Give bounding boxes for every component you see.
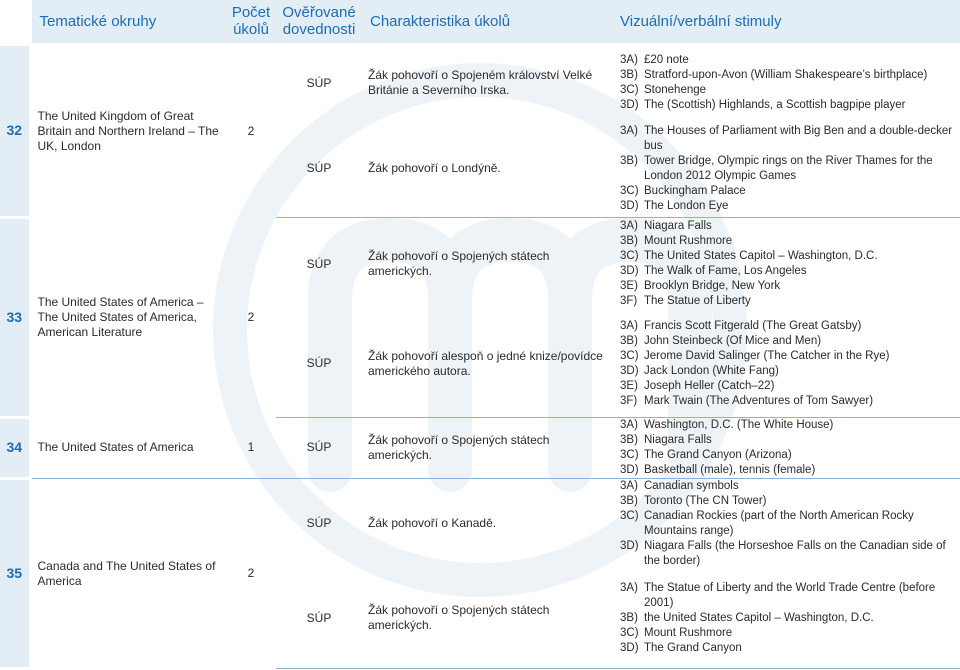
stimulus-label: 3A) [620, 418, 638, 431]
stimulus-label: 3C) [620, 626, 639, 639]
stimulus-text: Stonehenge [644, 84, 707, 97]
stimulus-text: The (Scottish) Highlands, a Scottish bagpipe player [644, 99, 906, 112]
stimulus-label: 3B) [620, 235, 638, 248]
stimulus-text: the United States Capitol – Washington, D.C. [644, 611, 874, 624]
stimulus-text: Toronto (The CN Tower) [644, 494, 767, 507]
topic-cell: Canada and The United States of America [37, 558, 216, 588]
stimulus-label: 3D) [620, 99, 639, 112]
stimulus-label: 3C) [620, 84, 639, 97]
topic-cell: The United States of America – The United States of America, American Literature [37, 294, 204, 339]
stimulus-label: 3E) [620, 280, 638, 293]
list-item [620, 98, 954, 113]
task-description-cell: Žák pohovoří o Spojených státech amerických. [362, 417, 612, 478]
stimulus-label: 3A) [620, 581, 638, 594]
list-item [620, 53, 954, 68]
task-description-cell: Žák pohovoří o Spojených státech amerických. [362, 569, 612, 669]
stimulus-text: Niagara Falls (the Horseshoe Falls on the Canadian side of the border) [644, 539, 946, 567]
stimuli-list [620, 53, 954, 113]
skill-cell: SÚP [276, 417, 362, 478]
list-item [620, 279, 954, 294]
task-count-cell: 2 [247, 309, 255, 324]
stimulus-label: 3B) [620, 334, 638, 347]
stimulus-label: 3C) [620, 448, 639, 461]
stimulus-label: 3B) [620, 154, 638, 167]
row-number: 35 [0, 478, 30, 669]
stimulus-text: John Steinbeck (Of Mice and Men) [644, 334, 822, 347]
stimuli-list [620, 219, 954, 309]
list-item [620, 394, 954, 409]
task-description-cell: Žák pohovoří alespoň o jedné knize/povídce amerického autora. [362, 311, 612, 417]
stimulus-label: 3F) [620, 295, 638, 308]
list-item [620, 234, 954, 249]
list-item [620, 626, 954, 641]
stimulus-label: 3D) [620, 463, 639, 476]
stimuli-cell [612, 44, 960, 121]
stimulus-text: Jerome David Salinger (The Catcher in the Rye) [644, 349, 890, 362]
stimulus-label: 3D) [620, 265, 639, 278]
stimulus-label: 3C) [620, 184, 639, 197]
list-item [620, 611, 954, 626]
stimulus-label: 3C) [620, 349, 639, 362]
task-count-cell: 2 [247, 566, 255, 580]
list-item [620, 509, 954, 539]
skill-cell: SÚP [306, 256, 332, 271]
stimulus-label: 3A) [620, 54, 638, 67]
skill-cell: SÚP [276, 311, 362, 417]
stimulus-text: Tower Bridge, Olympic rings on the River Thames for the London 2012 Olympic Games [644, 154, 933, 182]
list-item [620, 124, 954, 154]
stimulus-text: Mount Rushmore [644, 235, 733, 248]
topic-cell: The United Kingdom of Great Britain and Northern Ireland – The UK, London [37, 108, 219, 153]
task-count-cell: 1 [226, 417, 276, 478]
list-item [620, 479, 954, 494]
stimulus-text: Buckingham Palace [644, 184, 746, 197]
list-item [620, 249, 954, 264]
stimuli-cell [612, 311, 960, 417]
stimulus-label: 3D) [620, 539, 639, 552]
list-item [620, 68, 954, 83]
stimuli-list [620, 581, 954, 656]
table-row [0, 44, 960, 121]
stimulus-label: 3F) [620, 394, 638, 407]
stimulus-text: Jack London (White Fang) [644, 364, 779, 377]
skill-cell: SÚP [306, 516, 332, 530]
stimulus-text: The Statue of Liberty and the World Trade Centre (before 2001) [644, 581, 936, 609]
stimuli-cell [612, 478, 960, 569]
stimulus-label: 3C) [620, 250, 639, 263]
stimuli-cell [612, 121, 960, 217]
list-item [620, 264, 954, 279]
stimulus-text: The Walk of Fame, Los Angeles [644, 265, 807, 278]
list-item [620, 334, 954, 349]
stimulus-label: 3A) [620, 220, 638, 233]
list-item [620, 379, 954, 394]
list-item [620, 199, 954, 214]
stimuli-cell [612, 569, 960, 669]
header-topic: Tematické okruhy [30, 0, 226, 44]
stimuli-cell [612, 417, 960, 478]
stimuli-cell [612, 217, 960, 311]
header-stimuli: Vizuální/verbální stimuly [612, 0, 960, 44]
table-header-row [0, 0, 960, 44]
stimulus-label: 3A) [620, 124, 638, 137]
stimulus-text: Brooklyn Bridge, New York [644, 280, 781, 293]
list-item [620, 539, 954, 569]
stimulus-text: The Houses of Parliament with Big Ben and a double-decker bus [644, 124, 953, 152]
list-item [620, 581, 954, 611]
stimulus-label: 3E) [620, 379, 638, 392]
stimulus-text: £20 note [644, 54, 689, 67]
stimulus-label: 3D) [620, 641, 639, 654]
topic-cell: The United States of America [30, 417, 226, 478]
row-number: 32 [0, 44, 30, 217]
header-skills: Ověřované dovednosti [276, 0, 362, 44]
stimulus-label: 3D) [620, 364, 639, 377]
list-item [620, 219, 954, 234]
table-row [0, 417, 960, 478]
stimulus-label: 3B) [620, 494, 638, 507]
stimulus-text: Canadian symbols [644, 479, 739, 492]
stimulus-text: The Grand Canyon [644, 641, 742, 654]
stimulus-text: Basketball (male), tennis (female) [644, 463, 816, 476]
list-item [620, 641, 954, 656]
list-item [620, 349, 954, 364]
stimuli-list [620, 418, 954, 478]
skill-cell: SÚP [306, 75, 332, 90]
list-item [620, 463, 954, 478]
list-item [620, 154, 954, 184]
stimulus-label: 3D) [620, 199, 639, 212]
stimulus-label: 3A) [620, 319, 638, 332]
list-item [620, 83, 954, 98]
stimulus-text: Canadian Rockies (part of the North American Rocky Mountains range) [644, 509, 914, 537]
stimulus-text: Niagara Falls [644, 220, 712, 233]
list-item [620, 448, 954, 463]
stimulus-text: Stratford-upon-Avon (William Shakespeare’s birthplace) [644, 69, 928, 82]
list-item [620, 319, 954, 334]
header-number-cell [0, 0, 30, 44]
stimuli-list [620, 479, 954, 569]
task-description-cell: Žák pohovoří o Londýně. [362, 121, 612, 217]
stimulus-label: 3A) [620, 479, 638, 492]
task-description-cell: Žák pohovoří o Spojených státech amerických. [368, 249, 550, 279]
header-count: Počet úkolů [226, 0, 276, 44]
stimuli-list [620, 124, 954, 214]
stimulus-text: The United States Capitol – Washington, D.C. [644, 250, 878, 263]
stimulus-text: The Statue of Liberty [644, 295, 751, 308]
stimulus-text: Francis Scott Fitgerald (The Great Gatsby) [644, 319, 862, 332]
list-item [620, 494, 954, 509]
task-count-cell: 2 [247, 123, 255, 138]
list-item [620, 294, 954, 309]
table-row [0, 478, 960, 569]
row-number: 34 [0, 417, 30, 478]
list-item [620, 184, 954, 199]
stimuli-list [620, 319, 954, 409]
stimulus-label: 3C) [620, 509, 639, 522]
stimulus-text: Mount Rushmore [644, 626, 733, 639]
list-item [620, 364, 954, 379]
task-description-cell: Žák pohovoří o Kanadě. [368, 516, 497, 530]
list-item [620, 433, 954, 448]
task-description-cell: Žák pohovoří o Spojeném království Velké Británie a Severního Irska. [368, 68, 593, 98]
stimulus-text: Joseph Heller (Catch–22) [644, 379, 775, 392]
row-number: 33 [0, 217, 30, 417]
header-task: Charakteristika úkolů [362, 0, 612, 44]
stimulus-label: 3B) [620, 69, 638, 82]
table-row [0, 217, 960, 311]
stimulus-text: Niagara Falls [644, 433, 712, 446]
stimulus-text: The Grand Canyon (Arizona) [644, 448, 792, 461]
stimulus-text: Mark Twain (The Adventures of Tom Sawyer) [644, 394, 874, 407]
skill-cell: SÚP [276, 121, 362, 217]
stimulus-label: 3B) [620, 611, 638, 624]
skill-cell: SÚP [276, 569, 362, 669]
stimulus-text: Washington, D.C. (The White House) [644, 418, 834, 431]
stimulus-label: 3B) [620, 433, 638, 446]
stimulus-text: The London Eye [644, 199, 729, 212]
list-item [620, 418, 954, 433]
